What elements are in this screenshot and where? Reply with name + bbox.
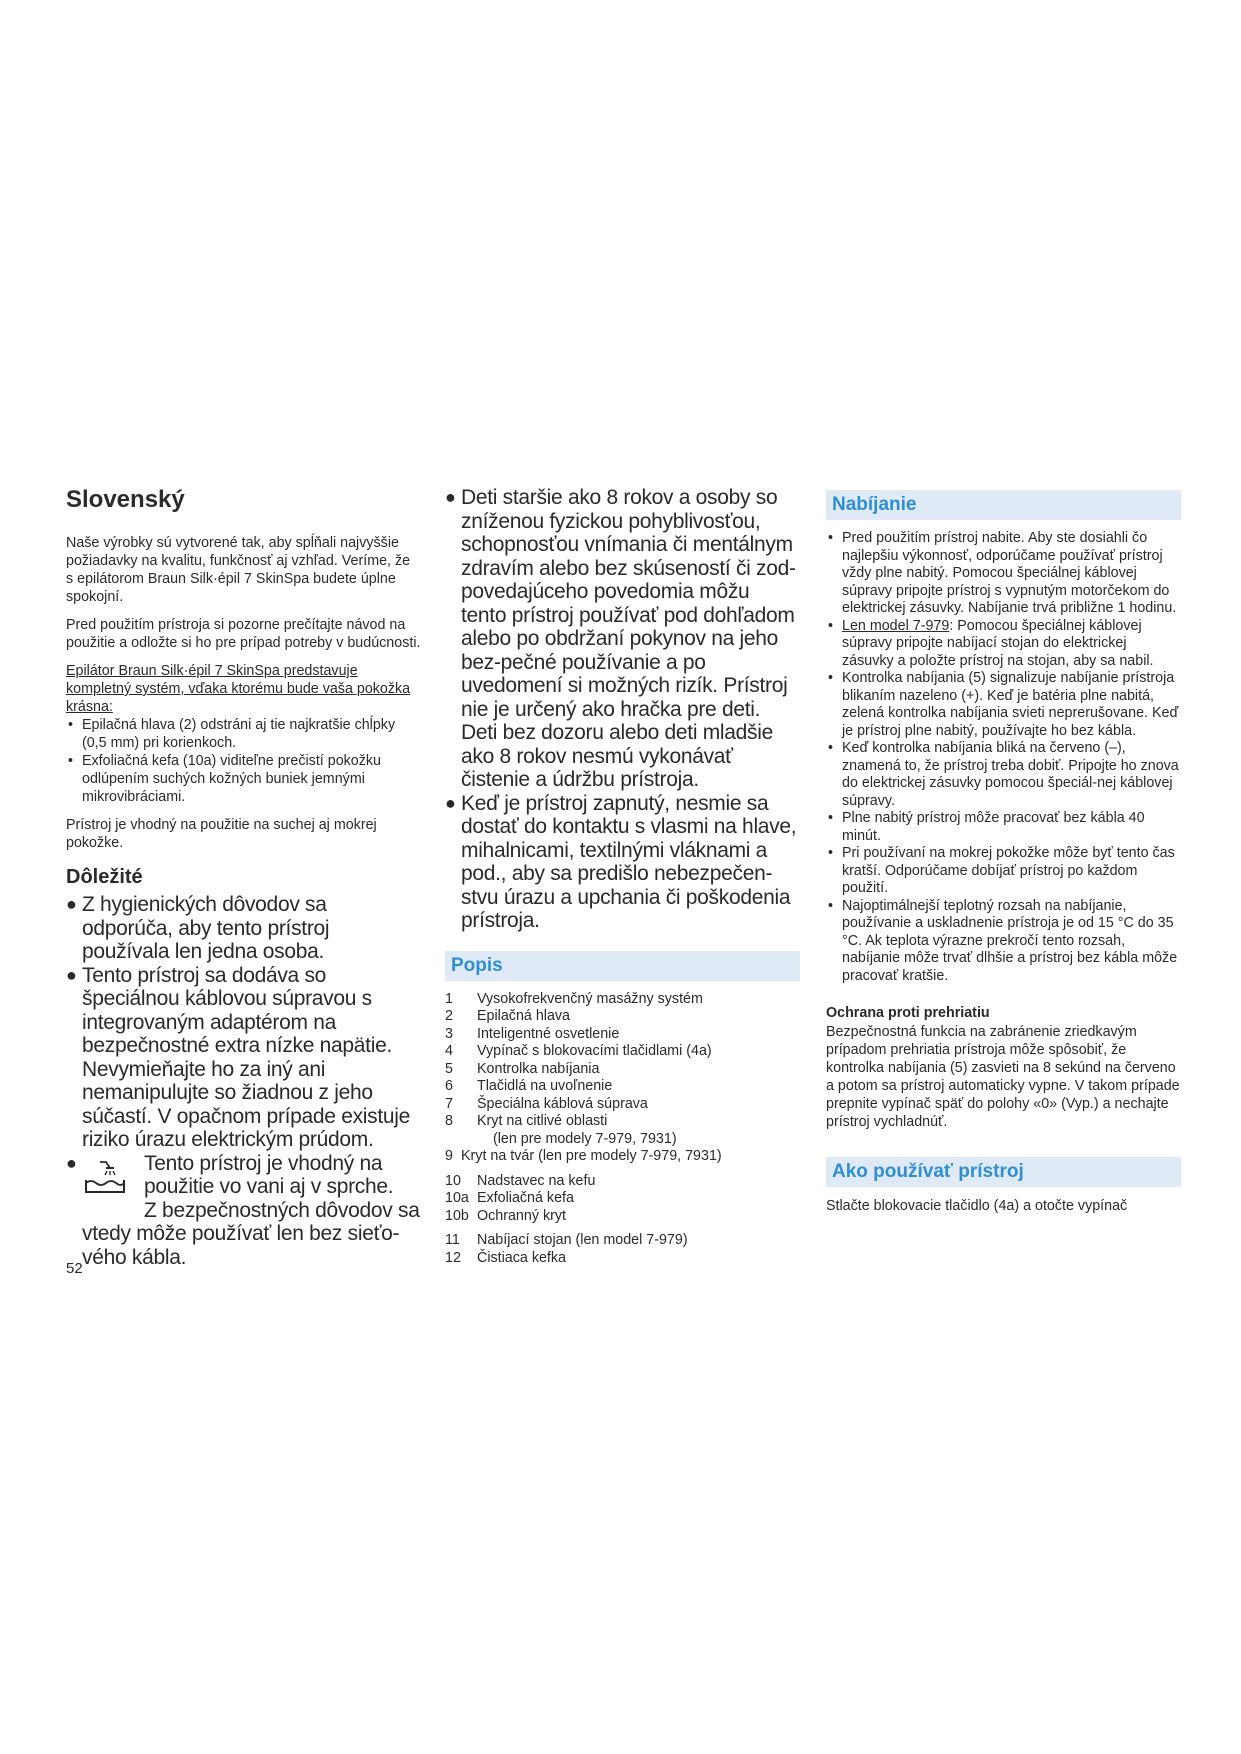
list-item: ● Keď je prístroj zapnutý, nesmie sa dostať do kontaktu s vlasmi na hlave, mihalnicami, textilnými vláknami a pod., aby sa predišlo nebezpečen-stvu úrazu a upchania či poškodenia prístroja. [445, 791, 797, 932]
intro-paragraph: Naše výrobky sú vytvorené tak, aby spĺňali najvyššie požiadavky na kvalitu, funkčnosť aj vzhľad. Veríme, že s epilátorom Braun Silk·épil 7 SkinSpa budete úplne spokojní. [66, 535, 411, 605]
list-item: ● Deti staršie ako 8 rokov a osoby so zníženou fyzickou pohyblivosťou, schopnosťou vnímania či mentálnym zdravím alebo bez skúseností či zod-povedajúceho povedomia môžu tento prístroj používať pod dohľadom alebo po obdržaní pokynov na jeho bez-pečné používanie a po uvedomení si možných rizík. Prístroj nie je určený ako hračka pre deti. Deti bez dozoru alebo deti mladšie ako 8 rokov nesmú vykonávať čistenie a údržbu prístroja. [445, 486, 796, 791]
list-item: 12 Čistiaca kefka [445, 1249, 566, 1266]
list-item: 10 Nadstavec na kefu [445, 1172, 596, 1189]
list-item: 7 Špeciálna káblová súprava [445, 1095, 648, 1112]
list-item: 5 Kontrolka nabíjania [445, 1060, 600, 1077]
list-item: 2 Epilačná hlava [445, 1008, 570, 1024]
list-item: 8 Kryt na citlivé oblasti [445, 1113, 608, 1129]
read-manual-paragraph: Pred použitím prístroja si pozorne prečítajte návod na použitie a odložte si ho pre prípad potreby v budúcnosti. [66, 617, 421, 651]
list-item: 10b Ochranný kryt [445, 1207, 566, 1224]
overheat-paragraph: Bezpečnostná funkcia na zabránenie zriedkavým prípadom prehriatia prístroja môže spôsobiť, že kontrolka nabíjania (5) zasvieti na 8 sekúnd na červeno a potom sa prístroj automaticky vypne. V takom prípade prepnite vypínač späť do polohy «0» (Vyp.) a nechajte prístroj vychladnúť. [826, 1024, 1180, 1130]
list-item: • Kontrolka nabíjania (5) signalizuje nabíjanie prístroja blikaním nazeleno (+). Keď je batéria plne nabitá, zelená kontrolka nabíjania svieti neprerušovane. Keď je prístroj plne nabitý, používajte ho bez kábla. [828, 670, 1179, 739]
popis-heading: Popis [445, 951, 800, 981]
list-item: ● Tento prístroj sa dodáva so špeciálnou káblovou súpravou s integrovaným adaptérom na bezpečnostné extra nízke napätie. Nevymieňajte ho za iný ani nemanipulujte so žiadnou z jeho súčastí. V opačnom prípade existuje riziko úrazu elektrickým prúdom. [66, 963, 411, 1151]
list-item: • Plne nabitý prístroj môže pracovať bez kábla 40 minút. [828, 810, 1145, 844]
bath-shower-icon [80, 1158, 128, 1198]
howto-heading: Ako používať prístroj [826, 1157, 1181, 1187]
list-item: ● Tento prístroj je vhodný na použitie vo vani aj v sprche. Z bezpečnostných dôvodov sa vtedy môže používať len bez sieťo-vého kábla. [66, 1151, 420, 1269]
list-item: 11 Nabíjací stojan (len model 7-979) [445, 1232, 688, 1248]
list-item: • Pred použitím prístroj nabite. Aby ste dosiahli čo najlepšiu výkonnosť, odporúčame používať prístroj vždy plne nabitý. Pomocou špeciálnej káblovej súpravy pripojte prístroj s vypnutým motorčekom do elektrickej zásuvky. Nabíjanie trvá približne 1 hodinu. [828, 530, 1177, 616]
list-item: 6 Tlačidlá na uvoľnenie [445, 1078, 613, 1094]
list-item: (len pre modely 7-979, 7931) [493, 1130, 677, 1147]
list-item: • Najoptimálnejší teplotný rozsah na nabíjanie, používanie a uskladnenie prístroja je od 15 °C do 35 °C. Ak teplota výrazne prekročí tento rozsah, nabíjanie môže trvať dlhšie a prístroj bez kábla môže pracovať kratšie. [828, 897, 1178, 984]
system-intro: Epilátor Braun Silk·épil 7 SkinSpa predstavuje kompletný systém, vďaka ktorému bude vaša pokožka krásna: [66, 663, 411, 715]
list-item: ● Z hygienických dôvodov sa odporúča, aby tento prístroj používala len jedna osoba. [66, 893, 330, 963]
safety-list [445, 486, 800, 933]
list-item: 9 Kryt na tvár (len pre modely 7-979, 7931) [445, 1148, 722, 1164]
wet-dry-paragraph: Prístroj je vhodný na použitie na suchej aj mokrej pokožke. [66, 817, 377, 851]
overheat-heading: Ochrana proti prehriatiu [826, 1005, 990, 1021]
list-item: • Epilačná hlava (2) odstráni aj tie najkratšie chĺpky (0,5 mm) pri korienkoch. [68, 717, 396, 751]
important-list [66, 893, 421, 1269]
column-2 [445, 486, 800, 1267]
list-item: • Keď kontrolka nabíjania bliká na červeno (–), znamená to, že prístroj treba dobiť. Pripojte ho znova do elektrickej zásuvky pomocou špeciál-nej káblovej súpravy. [828, 740, 1179, 809]
howto-paragraph: Stlačte blokovacie tlačidlo (4a) a otočte vypínač [826, 1198, 1128, 1214]
list-item: 10a Exfoliačná kefa [445, 1190, 574, 1206]
list-item: • Exfoliačná kefa (10a) viditeľne prečistí pokožku odlúpením suchých kožných buniek jemnými mikrovibráciami. [68, 753, 381, 805]
charging-heading: Nabíjanie [826, 490, 1181, 520]
language-title: Slovenský [66, 486, 185, 513]
page-number: 52 [66, 1260, 83, 1277]
important-heading: Dôležité [66, 866, 143, 888]
column-1 [66, 486, 421, 1269]
list-item: • Pri používaní na mokrej pokožke môže byť tento čas kratší. Odporúčame dobíjať prístroj po každom použití. [828, 845, 1175, 896]
list-item: • Len model 7-979: Pomocou špeciálnej káblovej súpravy pripojte nabíjací stojan do elektrickej zásuvky a položte prístroj na stojan, aby sa nabil. [828, 617, 1154, 669]
list-item: 4 Vypínač s blokovacími tlačidlami (4a) [445, 1043, 712, 1059]
list-item: 1 Vysokofrekvenčný masážny systém [445, 990, 703, 1007]
column-3 [826, 486, 1181, 1225]
system-list [66, 716, 421, 806]
list-item: 3 Inteligentné osvetlenie [445, 1025, 620, 1042]
parts-list [445, 991, 800, 1268]
charging-list [826, 530, 1181, 985]
